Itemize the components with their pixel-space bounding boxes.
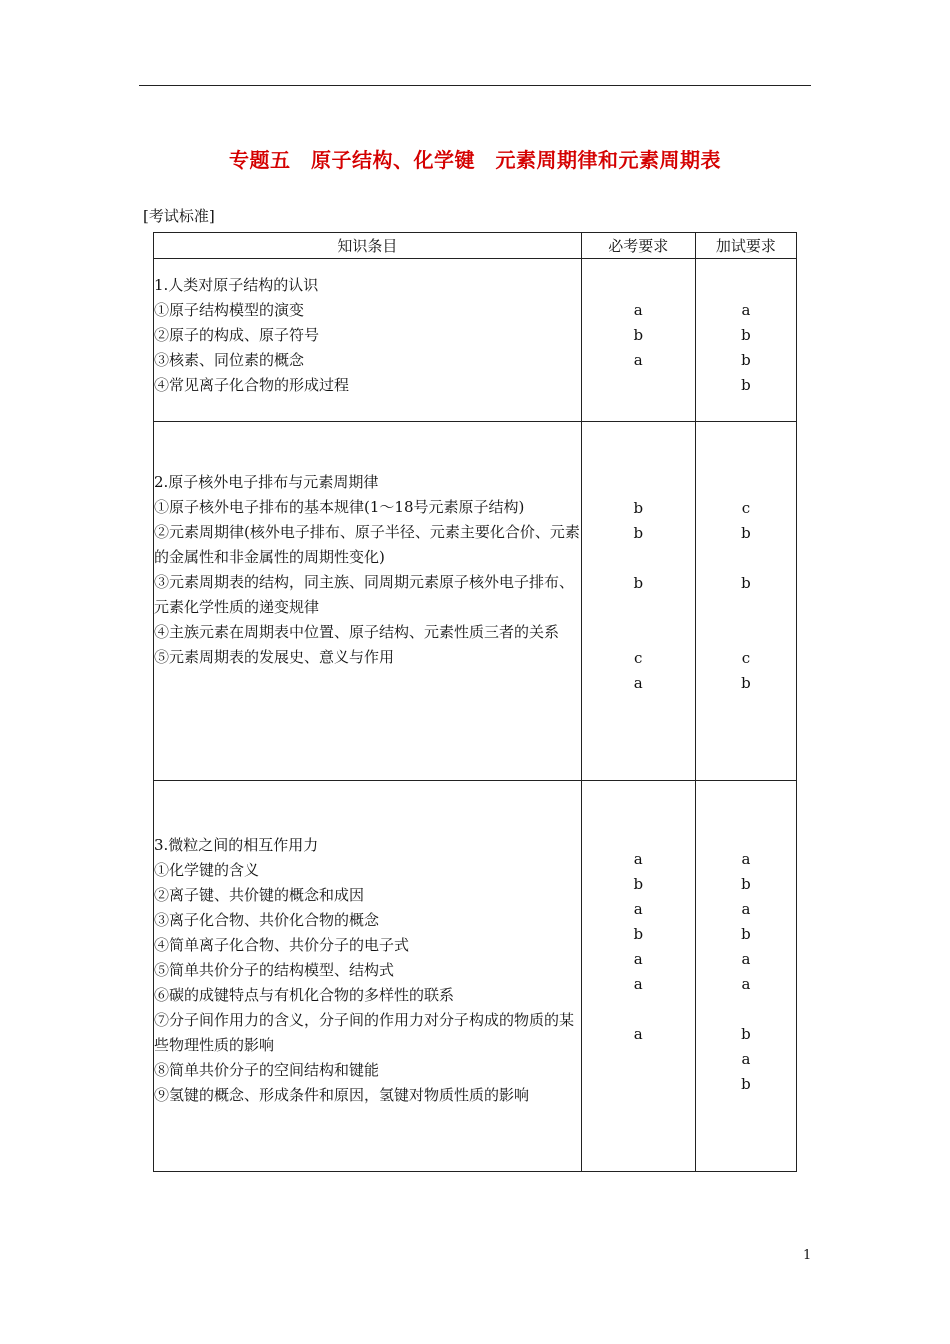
- additional-cell: [695, 259, 796, 422]
- list-item: ⑦分子间作用力的含义，分子间的作用力对分子构成的物质的某些物理性质的影响: [154, 1011, 575, 1054]
- grade-value: b: [741, 524, 751, 542]
- header-additional: 加试要求: [695, 233, 796, 259]
- grade-value: a: [633, 975, 643, 993]
- grade-value: a: [741, 900, 751, 918]
- group-heading: 2.原子核外电子排布与元素周期律: [154, 473, 379, 491]
- grade-value: c: [634, 649, 643, 667]
- topic-cell: [154, 422, 582, 781]
- grade-value: c: [741, 649, 751, 667]
- group-heading: 3.微粒之间的相互作用力: [154, 836, 319, 854]
- list-item: ①原子结构模型的演变: [154, 301, 305, 319]
- required-cell: [581, 422, 695, 781]
- grade-value: a: [741, 850, 751, 868]
- list-item: ⑧简单共价分子的空间结构和键能: [154, 1061, 380, 1079]
- grade-value: b: [741, 674, 751, 692]
- header-required: 必考要求: [581, 233, 695, 259]
- table-row: [154, 422, 797, 781]
- grade-value: b: [633, 499, 644, 517]
- grade-value: a: [633, 900, 643, 918]
- section-label: [考试标准]: [143, 207, 215, 225]
- header-rule: [139, 85, 811, 86]
- required-cell: [581, 781, 695, 1172]
- grade-value: a: [741, 950, 751, 968]
- grade-value: b: [633, 925, 644, 943]
- grade-value: c: [741, 499, 751, 517]
- list-item: ③元素周期表的结构，同主族、同周期元素原子核外电子排布、元素化学性质的递变规律: [154, 573, 575, 616]
- grade-value: a: [633, 850, 643, 868]
- topic-cell: [154, 259, 582, 422]
- grade-value: b: [741, 875, 751, 893]
- required-cell: [581, 259, 695, 422]
- list-item: ⑤元素周期表的发展史、意义与作用: [154, 648, 395, 666]
- list-item: ②元素周期律(核外电子排布、原子半径、元素主要化合价、元素的金属性和非金属性的周期性变化): [154, 523, 580, 566]
- grade-value: a: [633, 950, 643, 968]
- grade-value: b: [633, 574, 644, 592]
- additional-cell: [695, 781, 796, 1172]
- grade-value: a: [741, 301, 751, 319]
- list-item: ④简单离子化合物、共价分子的电子式: [154, 936, 410, 954]
- list-item: ④主族元素在周期表中位置、原子结构、元素性质三者的关系: [154, 623, 560, 641]
- list-item: ②离子键、共价键的概念和成因: [154, 886, 365, 904]
- table-header-row: [154, 233, 797, 259]
- list-item: ⑨氢键的概念、形成条件和原因，氢键对物质性质的影响: [154, 1086, 530, 1104]
- grade-value: b: [633, 524, 644, 542]
- list-item: ⑤简单共价分子的结构模型、结构式: [154, 961, 395, 979]
- grade-value: b: [741, 351, 751, 369]
- grade-value: b: [741, 1075, 751, 1093]
- exam-standards-table: [153, 232, 797, 1172]
- page-number: 1: [803, 1248, 812, 1263]
- grade-value: b: [741, 1025, 751, 1043]
- group-heading: 1.人类对原子结构的认识: [154, 276, 319, 294]
- grade-value: a: [633, 301, 643, 319]
- list-item: ①原子核外电子排布的基本规律(1～18号元素原子结构): [154, 498, 525, 516]
- list-item: ③核素、同位素的概念: [154, 351, 305, 369]
- list-item: ②原子的构成、原子符号: [154, 326, 320, 344]
- grade-value: b: [741, 925, 751, 943]
- topic-cell: [154, 781, 582, 1172]
- list-item: ③离子化合物、共价化合物的概念: [154, 911, 380, 929]
- list-item: ⑥碳的成键特点与有机化合物的多样性的联系: [154, 986, 455, 1004]
- list-item: ①化学键的含义: [154, 861, 260, 879]
- grade-value: a: [741, 1050, 751, 1068]
- grade-value: b: [633, 875, 644, 893]
- document-title: 专题五 原子结构、化学键 元素周期律和元素周期表: [229, 148, 721, 172]
- table-row: [154, 259, 797, 422]
- grade-value: b: [741, 376, 751, 394]
- list-item: ④常见离子化合物的形成过程: [154, 376, 350, 394]
- grade-value: b: [741, 326, 751, 344]
- grade-value: b: [633, 326, 644, 344]
- grade-value: a: [633, 1025, 643, 1043]
- additional-cell: [695, 422, 796, 781]
- grade-value: a: [633, 351, 643, 369]
- table-row: [154, 781, 797, 1172]
- grade-value: b: [741, 574, 751, 592]
- grade-value: a: [633, 674, 643, 692]
- grade-value: a: [741, 975, 751, 993]
- header-knowledge: 知识条目: [154, 233, 582, 259]
